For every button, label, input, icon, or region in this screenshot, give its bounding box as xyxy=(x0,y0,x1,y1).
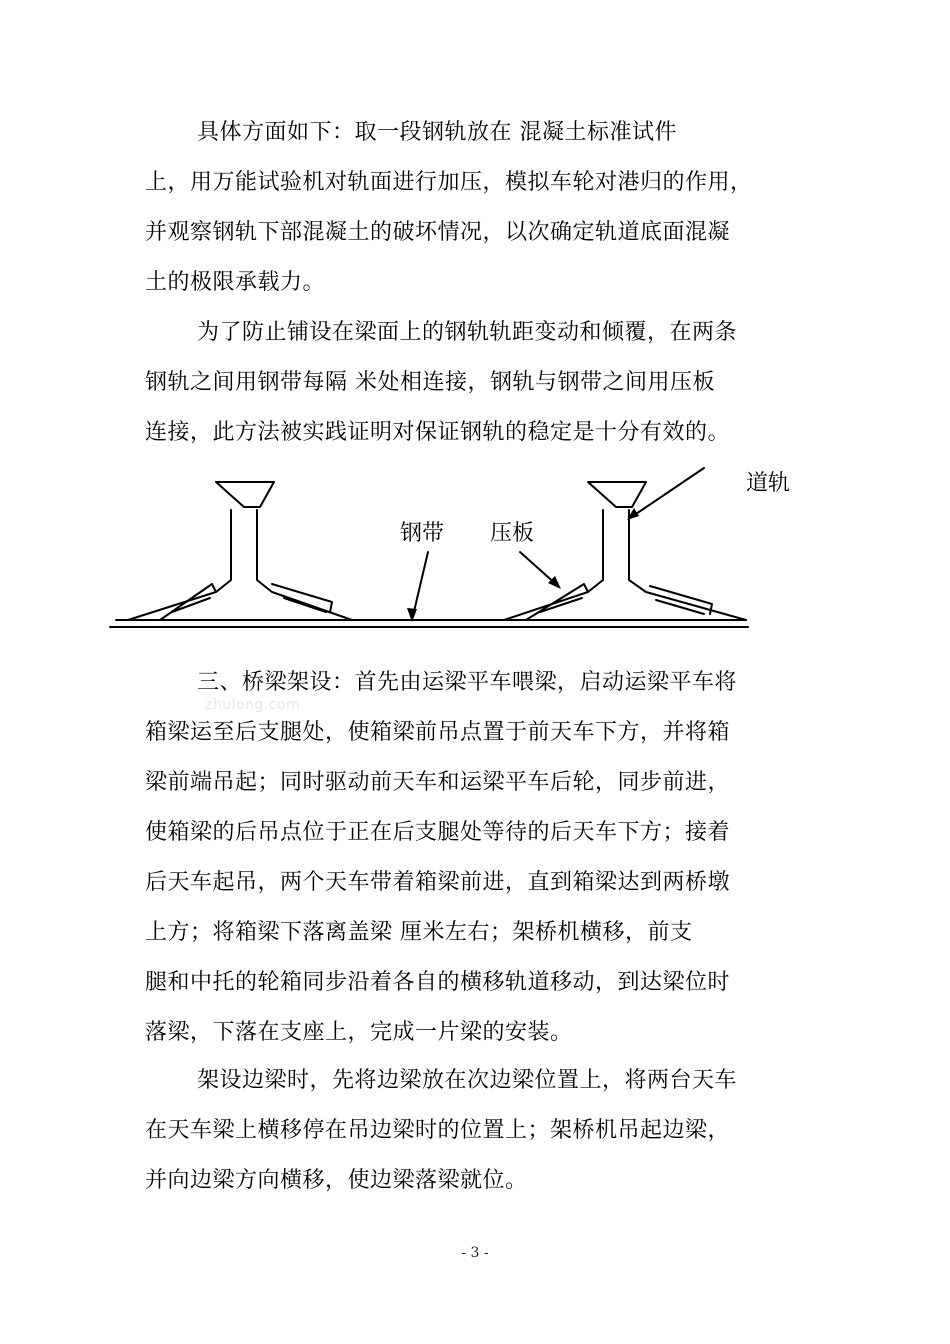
rail-diagram xyxy=(100,462,820,642)
rail-leader xyxy=(630,468,704,518)
text-line: 三、桥梁架设：首先由运梁平车喂梁，启动运梁平车将 xyxy=(197,670,738,695)
text-line: 使箱梁的后吊点位于正在后支腿处等待的后天车下方；接着 xyxy=(145,820,731,845)
paragraph-test-method xyxy=(145,108,810,308)
paragraph-edge-beam xyxy=(145,1056,810,1206)
text-line: 上方；将箱梁下落离盖梁 厘米左右；架桥机横移，前支 xyxy=(145,920,693,945)
text-line: 后天车起吊，两个天车带着箱梁前进，直到箱梁达到两桥墩 xyxy=(145,870,731,895)
right-rail-shape xyxy=(504,482,746,620)
label-steel-band: 钢带 xyxy=(400,521,445,546)
text-line: 架设边梁时，先将边梁放在次边梁位置上，将两台天车 xyxy=(197,1068,738,1093)
left-rail-shape xyxy=(128,482,352,620)
paragraph-rail-connection xyxy=(145,308,810,458)
text-line: 梁前端吊起；同时驱动前天车和运梁平车后轮，同步前进， xyxy=(145,770,731,795)
text-line: 连接，此方法被实践证明对保证钢轨的稳定是十分有效的。 xyxy=(145,420,731,445)
text-line: 落梁，下落在支座上，完成一片梁的安装。 xyxy=(145,1020,573,1045)
text-line: 并向边梁方向横移，使边梁落梁就位。 xyxy=(145,1168,528,1193)
text-line: 具体方面如下：取一段钢轨放在 混凝土标准试件 xyxy=(197,120,677,145)
watermark: zhulong.com xyxy=(205,697,301,713)
text-line: 并观察钢轨下部混凝土的破坏情况，以次确定轨道底面混凝 xyxy=(145,220,731,245)
label-rail: 道轨 xyxy=(746,471,791,496)
paragraph-bridge-erection xyxy=(145,658,810,1058)
label-press-plate: 压板 xyxy=(490,521,535,546)
text-line: 腿和中托的轮箱同步沿着各自的横移轨道移动，到达梁位时 xyxy=(145,970,731,995)
text-line: 在天车梁上横移停在吊边梁时的位置上；架桥机吊起边梁， xyxy=(145,1118,731,1143)
text-line: 上，用万能试验机对轨面进行加压，模拟车轮对港归的作用， xyxy=(145,170,753,195)
text-line: 土的极限承载力。 xyxy=(145,270,326,295)
text-line: 为了防止铺设在梁面上的钢轨轨距变动和倾覆，在两条 xyxy=(197,320,738,345)
text-line: 箱梁运至后支腿处，使箱梁前吊点置于前天车下方，并将箱 xyxy=(145,720,731,745)
page-number: - 3 - xyxy=(461,1245,489,1261)
text-line: 钢轨之间用钢带每隔 米处相连接，钢轨与钢带之间用压板 xyxy=(145,370,715,395)
